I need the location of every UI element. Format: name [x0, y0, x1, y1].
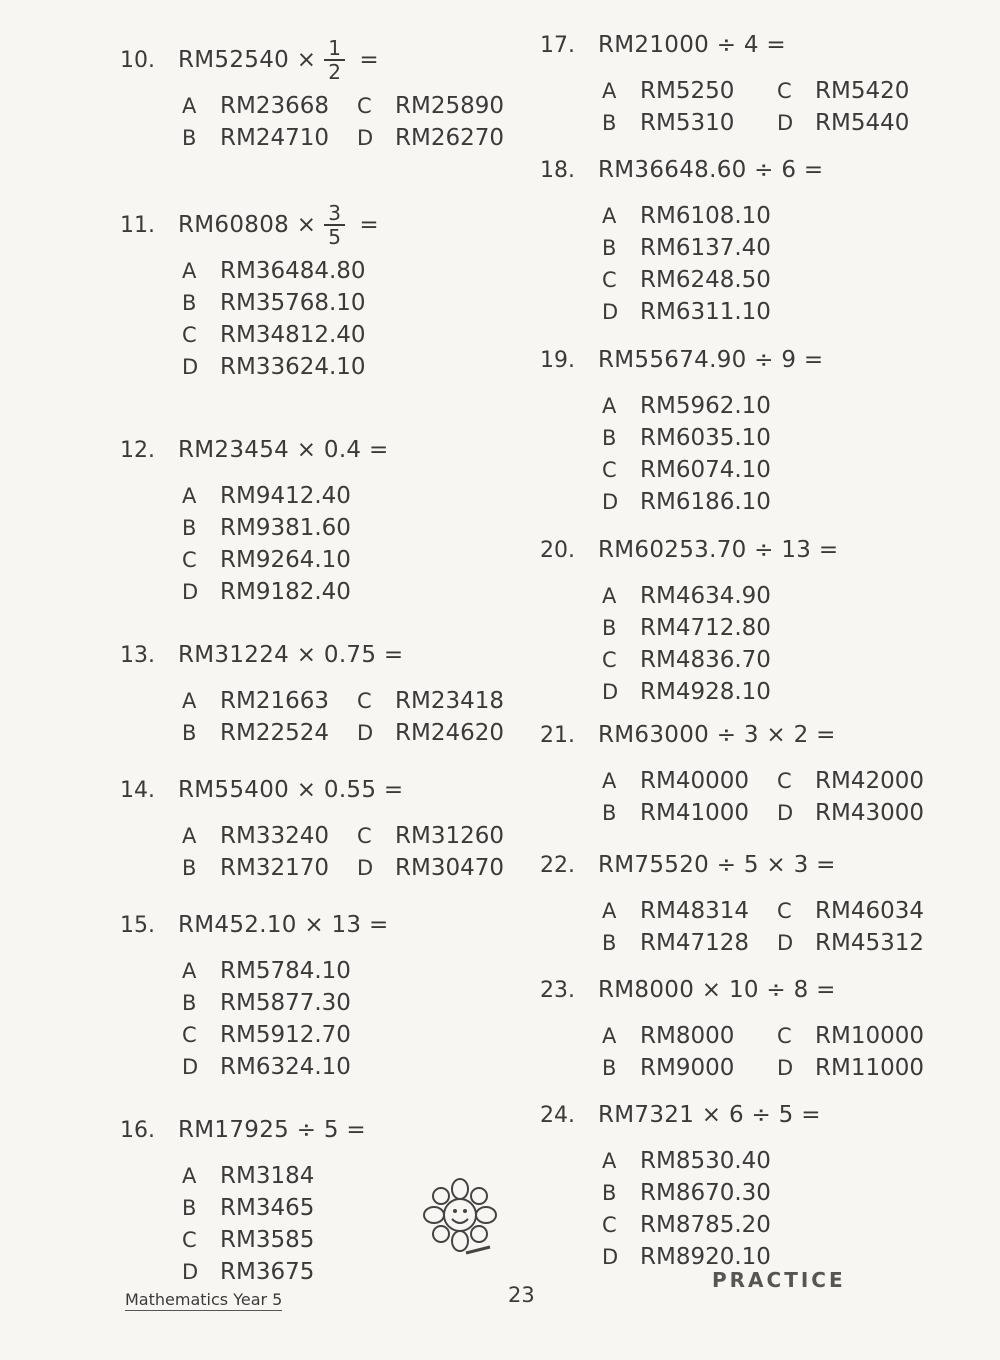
question-header	[120, 195, 530, 255]
answer-option	[182, 351, 530, 383]
option-letter: B	[182, 856, 197, 880]
answer-options	[182, 255, 530, 383]
question-expression	[178, 437, 389, 463]
option-letter: C	[602, 458, 617, 482]
answer-option	[182, 122, 357, 154]
answer-option	[182, 1051, 530, 1083]
option-value: RM3675	[220, 1259, 315, 1285]
option-letter: D	[777, 111, 794, 135]
answer-option	[602, 1052, 777, 1084]
question-header	[540, 1085, 940, 1145]
option-value: RM25890	[395, 93, 504, 119]
option-letter: D	[182, 1260, 199, 1284]
expression-text: RM55674.90 ÷ 9 =	[598, 347, 824, 373]
question	[540, 705, 940, 829]
option-value: RM43000	[815, 800, 924, 826]
option-value: RM45312	[815, 930, 924, 956]
question-number: 16.	[120, 1117, 155, 1143]
option-value: RM23418	[395, 688, 504, 714]
option-letter: C	[357, 689, 372, 713]
option-letter: B	[182, 126, 197, 150]
expression-text: RM36648.60 ÷ 6 =	[598, 157, 824, 183]
question-number: 19.	[540, 347, 575, 373]
question-number: 12.	[120, 437, 155, 463]
answer-option	[777, 895, 947, 927]
practice-badge: PRACTICE	[712, 1268, 846, 1292]
answer-option	[777, 797, 947, 829]
option-letter: D	[602, 490, 619, 514]
answer-option	[182, 90, 357, 122]
option-letter: A	[182, 824, 197, 848]
expression-text: RM63000 ÷ 3 × 2 =	[598, 722, 836, 748]
option-value: RM26270	[395, 125, 504, 151]
answer-option	[602, 75, 777, 107]
answer-option	[602, 264, 940, 296]
option-letter: D	[777, 931, 794, 955]
option-letter: D	[777, 1056, 794, 1080]
option-value: RM48314	[640, 898, 749, 924]
answer-option	[602, 1177, 940, 1209]
option-letter: C	[777, 769, 792, 793]
option-letter: B	[602, 801, 617, 825]
option-value: RM3465	[220, 1195, 315, 1221]
answer-option	[357, 820, 527, 852]
question-header	[120, 895, 530, 955]
option-letter: B	[182, 516, 197, 540]
answer-option	[602, 107, 777, 139]
option-value: RM42000	[815, 768, 924, 794]
option-value: RM5420	[815, 78, 910, 104]
option-letter: D	[602, 1245, 619, 1269]
expression-text: RM60808 ×	[178, 212, 317, 238]
answer-options	[602, 390, 940, 518]
question-expression	[598, 32, 786, 58]
expression-text: RM31224 × 0.75 =	[178, 642, 404, 668]
option-letter: D	[602, 300, 619, 324]
option-value: RM31260	[395, 823, 504, 849]
option-value: RM4634.90	[640, 583, 771, 609]
answer-option	[357, 122, 527, 154]
answer-option	[357, 685, 527, 717]
option-letter: A	[602, 769, 617, 793]
answer-option	[602, 454, 940, 486]
question-number: 21.	[540, 722, 575, 748]
option-value: RM24620	[395, 720, 504, 746]
question-header	[540, 520, 940, 580]
option-letter: A	[602, 204, 617, 228]
option-letter: B	[602, 236, 617, 260]
option-value: RM3585	[220, 1227, 315, 1253]
option-letter: B	[182, 1196, 197, 1220]
answer-option	[602, 612, 940, 644]
expression-text: RM55400 × 0.55 =	[178, 777, 404, 803]
question-header	[540, 835, 940, 895]
option-value: RM9412.40	[220, 483, 351, 509]
answer-option	[777, 1052, 947, 1084]
option-value: RM4928.10	[640, 679, 771, 705]
question	[540, 835, 940, 959]
question-header	[540, 330, 940, 390]
answer-option	[602, 390, 940, 422]
option-letter: B	[602, 426, 617, 450]
question-expression	[598, 852, 836, 878]
question	[540, 1085, 940, 1273]
expression-text: RM452.10 × 13 =	[178, 912, 389, 938]
question	[120, 625, 530, 749]
answer-option	[182, 255, 530, 287]
question-number: 20.	[540, 537, 575, 563]
fraction-denominator: 2	[328, 60, 342, 84]
question	[540, 330, 940, 518]
option-value: RM5784.10	[220, 958, 351, 984]
option-value: RM41000	[640, 800, 749, 826]
answer-option	[602, 486, 940, 518]
question-header	[540, 15, 940, 75]
question	[120, 195, 530, 383]
option-value: RM8530.40	[640, 1148, 771, 1174]
option-letter: A	[602, 584, 617, 608]
answer-option	[182, 480, 530, 512]
option-value: RM23668	[220, 93, 329, 119]
option-value: RM11000	[815, 1055, 924, 1081]
answer-option	[777, 75, 947, 107]
answer-option	[182, 955, 530, 987]
question-expression	[598, 1102, 821, 1128]
option-value: RM6186.10	[640, 489, 771, 515]
option-value: RM5912.70	[220, 1022, 351, 1048]
question-expression	[178, 37, 379, 83]
answer-options	[602, 200, 940, 328]
answer-option	[602, 200, 940, 232]
option-letter: A	[182, 959, 197, 983]
question-number: 24.	[540, 1102, 575, 1128]
option-letter: C	[602, 268, 617, 292]
answer-options	[602, 765, 940, 829]
fraction	[324, 202, 345, 248]
answer-options	[602, 1020, 940, 1084]
answer-options	[182, 820, 530, 884]
answer-option	[357, 717, 527, 749]
answer-option	[602, 895, 777, 927]
answer-option	[182, 685, 357, 717]
question-header	[540, 705, 940, 765]
answer-option	[602, 296, 940, 328]
question-number: 17.	[540, 32, 575, 58]
question-expression	[178, 777, 403, 803]
option-value: RM24710	[220, 125, 329, 151]
expression-text: RM60253.70 ÷ 13 =	[598, 537, 839, 563]
answer-option	[602, 797, 777, 829]
answer-option	[777, 1020, 947, 1052]
question-number: 14.	[120, 777, 155, 803]
question-header	[120, 1100, 530, 1160]
answer-option	[777, 765, 947, 797]
question-header	[120, 625, 530, 685]
equals-sign: =	[359, 212, 379, 238]
option-value: RM22524	[220, 720, 329, 746]
question	[540, 140, 940, 328]
answer-options	[602, 580, 940, 708]
option-letter: C	[777, 899, 792, 923]
option-value: RM3184	[220, 1163, 315, 1189]
option-letter: B	[602, 616, 617, 640]
option-value: RM6137.40	[640, 235, 771, 261]
option-value: RM6108.10	[640, 203, 771, 229]
option-letter: C	[777, 79, 792, 103]
answer-option	[602, 1020, 777, 1052]
question-number: 15.	[120, 912, 155, 938]
expression-text: RM52540 ×	[178, 47, 317, 73]
question-expression	[598, 157, 823, 183]
expression-text: RM21000 ÷ 4 =	[598, 32, 787, 58]
answer-option	[602, 644, 940, 676]
question-number: 23.	[540, 977, 575, 1003]
option-value: RM8920.10	[640, 1244, 771, 1270]
option-letter: A	[602, 899, 617, 923]
fraction-denominator: 5	[328, 225, 342, 249]
answer-options	[182, 685, 530, 749]
question	[120, 760, 530, 884]
option-value: RM36484.80	[220, 258, 366, 284]
answer-option	[602, 676, 940, 708]
option-letter: C	[777, 1024, 792, 1048]
expression-text: RM7321 × 6 ÷ 5 =	[598, 1102, 821, 1128]
option-letter: C	[357, 824, 372, 848]
question-number: 18.	[540, 157, 575, 183]
question	[120, 420, 530, 608]
question	[540, 15, 940, 139]
answer-options	[602, 895, 940, 959]
question	[540, 960, 940, 1084]
question-header	[540, 960, 940, 1020]
equals-sign: =	[359, 47, 379, 73]
answer-options	[602, 75, 940, 139]
answer-option	[182, 512, 530, 544]
option-letter: A	[182, 689, 197, 713]
option-letter: A	[182, 259, 197, 283]
option-letter: D	[777, 801, 794, 825]
option-value: RM4712.80	[640, 615, 771, 641]
question-expression	[178, 202, 379, 248]
answer-option	[182, 544, 530, 576]
answer-option	[777, 107, 947, 139]
option-letter: B	[602, 931, 617, 955]
expression-text: RM23454 × 0.4 =	[178, 437, 389, 463]
answer-option	[182, 820, 357, 852]
answer-option	[602, 422, 940, 454]
option-letter: D	[182, 1055, 199, 1079]
fraction-numerator: 1	[324, 37, 345, 61]
option-value: RM35768.10	[220, 290, 366, 316]
option-value: RM6311.10	[640, 299, 771, 325]
question-expression	[178, 912, 389, 938]
question	[540, 520, 940, 708]
question-header	[540, 140, 940, 200]
answer-option	[182, 287, 530, 319]
option-letter: A	[602, 1149, 617, 1173]
question-expression	[178, 642, 403, 668]
option-letter: A	[602, 1024, 617, 1048]
answer-option	[602, 927, 777, 959]
question-expression	[598, 722, 836, 748]
option-value: RM46034	[815, 898, 924, 924]
question-expression	[598, 537, 838, 563]
question	[120, 30, 530, 154]
option-value: RM6035.10	[640, 425, 771, 451]
answer-options	[182, 955, 530, 1083]
option-letter: C	[602, 648, 617, 672]
option-letter: D	[357, 126, 374, 150]
option-value: RM5962.10	[640, 393, 771, 419]
question-number: 11.	[120, 212, 155, 238]
option-value: RM6324.10	[220, 1054, 351, 1080]
option-letter: C	[602, 1213, 617, 1237]
option-letter: A	[602, 79, 617, 103]
option-letter: D	[182, 580, 199, 604]
option-value: RM6074.10	[640, 457, 771, 483]
answer-option	[602, 232, 940, 264]
option-letter: C	[182, 1023, 197, 1047]
option-letter: D	[357, 856, 374, 880]
option-value: RM9264.10	[220, 547, 351, 573]
option-value: RM21663	[220, 688, 329, 714]
question-expression	[178, 1117, 366, 1143]
question-number: 10.	[120, 47, 155, 73]
option-letter: C	[357, 94, 372, 118]
option-letter: A	[182, 484, 197, 508]
option-value: RM5440	[815, 110, 910, 136]
option-letter: D	[357, 721, 374, 745]
option-value: RM5250	[640, 78, 735, 104]
option-value: RM9381.60	[220, 515, 351, 541]
answer-option	[602, 580, 940, 612]
option-letter: B	[182, 721, 197, 745]
option-value: RM6248.50	[640, 267, 771, 293]
page-number: 23	[508, 1283, 535, 1307]
question-expression	[598, 977, 836, 1003]
option-value: RM34812.40	[220, 322, 366, 348]
answer-option	[182, 987, 530, 1019]
question-number: 13.	[120, 642, 155, 668]
option-value: RM33624.10	[220, 354, 366, 380]
expression-text: RM8000 × 10 ÷ 8 =	[598, 977, 836, 1003]
option-letter: B	[602, 1181, 617, 1205]
option-value: RM5310	[640, 110, 735, 136]
option-value: RM4836.70	[640, 647, 771, 673]
option-letter: B	[182, 291, 197, 315]
option-value: RM33240	[220, 823, 329, 849]
question-number: 22.	[540, 852, 575, 878]
option-value: RM8785.20	[640, 1212, 771, 1238]
option-letter: A	[182, 94, 197, 118]
answer-option	[182, 576, 530, 608]
answer-option	[182, 319, 530, 351]
option-letter: A	[602, 394, 617, 418]
answer-option	[777, 927, 947, 959]
answer-option	[357, 852, 527, 884]
answer-option	[182, 1019, 530, 1051]
question-expression	[598, 347, 823, 373]
option-letter: C	[182, 548, 197, 572]
answer-option	[182, 852, 357, 884]
option-value: RM47128	[640, 930, 749, 956]
option-value: RM40000	[640, 768, 749, 794]
question-header	[120, 30, 530, 90]
expression-text: RM75520 ÷ 5 × 3 =	[598, 852, 836, 878]
answer-option	[602, 1209, 940, 1241]
option-value: RM32170	[220, 855, 329, 881]
option-letter: C	[182, 323, 197, 347]
option-value: RM8670.30	[640, 1180, 771, 1206]
book-title: Mathematics Year 5	[125, 1290, 283, 1309]
option-letter: D	[182, 355, 199, 379]
answer-options	[182, 90, 530, 154]
option-value: RM9000	[640, 1055, 735, 1081]
answer-option	[182, 717, 357, 749]
answer-option	[357, 90, 527, 122]
question-header	[120, 420, 530, 480]
answer-option	[602, 765, 777, 797]
question	[120, 895, 530, 1083]
expression-text: RM17925 ÷ 5 =	[178, 1117, 367, 1143]
option-value: RM30470	[395, 855, 504, 881]
option-value: RM8000	[640, 1023, 735, 1049]
option-letter: B	[602, 1056, 617, 1080]
question-header	[120, 760, 530, 820]
option-value: RM10000	[815, 1023, 924, 1049]
option-letter: B	[182, 991, 197, 1015]
option-letter: D	[602, 680, 619, 704]
option-letter: C	[182, 1228, 197, 1252]
answer-options	[182, 480, 530, 608]
smiling-flower-icon	[410, 1175, 510, 1265]
option-value: RM5877.30	[220, 990, 351, 1016]
option-letter: B	[602, 111, 617, 135]
fraction	[324, 37, 345, 83]
option-value: RM9182.40	[220, 579, 351, 605]
answer-options	[602, 1145, 940, 1273]
option-letter: A	[182, 1164, 197, 1188]
fraction-numerator: 3	[324, 202, 345, 226]
answer-option	[602, 1145, 940, 1177]
